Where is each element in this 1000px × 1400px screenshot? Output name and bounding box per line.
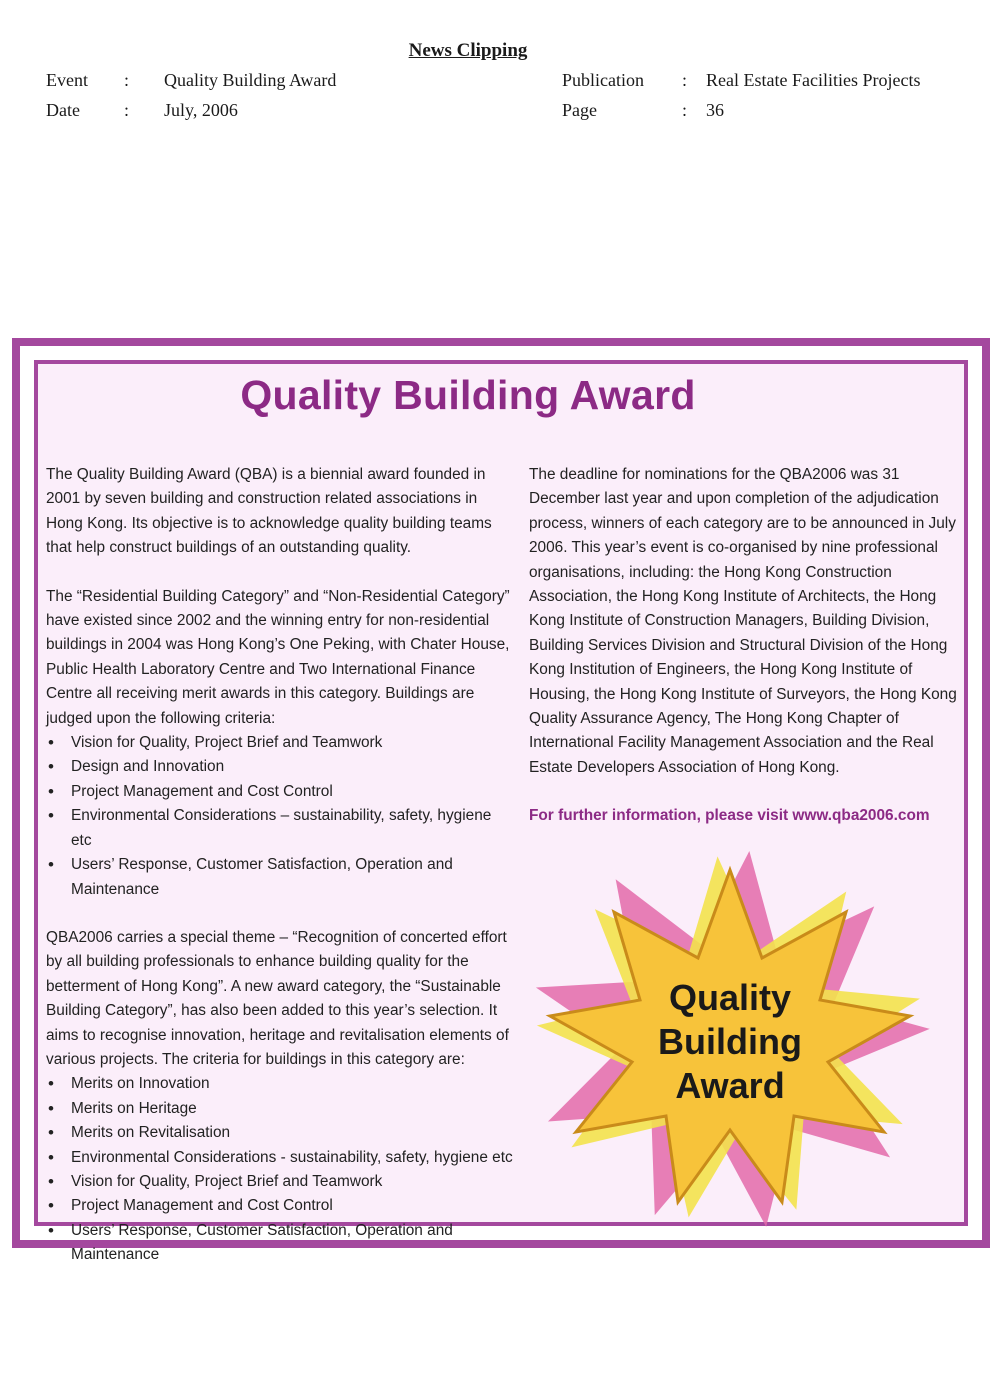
- badge-line-building: Building: [658, 1021, 802, 1062]
- list-item: • Vision for Quality, Project Brief and Teamwork: [46, 1170, 516, 1194]
- separator: :: [124, 70, 130, 90]
- criteria-list: [46, 731, 516, 902]
- list-item: • Merits on Heritage: [46, 1097, 516, 1121]
- more-info-link[interactable]: For further information, please visit www.qba2006.com: [529, 807, 930, 825]
- publication-label: Publication: [562, 70, 644, 90]
- clipping-heading: News Clipping: [408, 40, 528, 61]
- publication-value: Real Estate Facilities Projects: [706, 70, 921, 90]
- award-badge: [530, 840, 930, 1230]
- separator: :: [124, 100, 130, 120]
- list-item: • Merits on Innovation: [46, 1072, 516, 1096]
- list-item: • Merits on Revitalisation: [46, 1121, 516, 1145]
- list-item: • Environmental Considerations - sustainability, safety, hygiene etc: [46, 1146, 516, 1170]
- date-label: Date: [46, 100, 80, 120]
- page-value: 36: [706, 100, 724, 120]
- clipping-meta-right: [562, 70, 982, 130]
- article-left-column: [46, 463, 516, 1268]
- theme-paragraph: QBA2006 carries a special theme – “Recognition of concerted effort by all building professionals to enhance building quality for the betterment of Hong Kong”. A new award category, the “Sustainable Building Category”, has also been added to this year’s selection. It aims to recognise innovation, heritage and revitalisation elements of various projects. The criteria for buildings in this category are:: [46, 928, 509, 1068]
- categories-paragraph: The “Residential Building Category” and “Non-Residential Category” have existed since 2002 and the winning entry for non-residential buildings in 2004 was Hong Kong’s One Peking, with Chater House, Public Health Laboratory Centre and Two International Finance Centre all receiving merit awards in this category. Buildings are judged upon the following criteria:: [46, 587, 510, 727]
- event-label: Event: [46, 70, 88, 90]
- article-right-column: [529, 463, 959, 853]
- date-value: July, 2006: [164, 100, 238, 120]
- list-item: • Project Management and Cost Control: [46, 1194, 516, 1218]
- separator: :: [682, 100, 688, 120]
- deadline-paragraph: The deadline for nominations for the QBA2006 was 31 December last year and upon completion of the adjudication process, winners of each category are to be announced in July 2006. This year’s event is co-organised by nine professional organisations, including: the Hong Kong Construction Association, the Hong Kong Institute of Architects, the Hong Kong Institute of Construction Managers, Building Division, Building Services Division and Structural Division of the Hong Kong Institution of Engineers, the Hong Kong Institute of Housing, the Hong Kong Institute of Surveyors, the Hong Kong Quality Assurance Agency, The Hong Kong Chapter of International Facility Management Association and the Real Estate Developers Association of Hong Kong.: [529, 466, 957, 776]
- clipping-meta-left: [46, 70, 526, 130]
- list-item: • Users’ Response, Customer Satisfaction, Operation and Maintenance: [46, 1219, 516, 1268]
- page-label: Page: [562, 100, 597, 120]
- separator: :: [682, 70, 688, 90]
- list-item: • Project Management and Cost Control: [46, 780, 516, 804]
- list-item: • Environmental Considerations – sustainability, safety, hygiene etc: [46, 804, 516, 853]
- list-item: • Users’ Response, Customer Satisfaction, Operation and Maintenance: [46, 853, 516, 902]
- article-title: Quality Building Award: [240, 372, 696, 418]
- sustainable-criteria-list: [46, 1072, 516, 1267]
- event-value: Quality Building Award: [164, 70, 337, 90]
- list-item: • Vision for Quality, Project Brief and Teamwork: [46, 731, 516, 755]
- list-item: • Design and Innovation: [46, 755, 516, 779]
- badge-line-award: Award: [675, 1065, 785, 1106]
- intro-paragraph: The Quality Building Award (QBA) is a biennial award founded in 2001 by seven building and construction related associations in Hong Kong. Its objective is to acknowledge quality building teams that help construct buildings of an outstanding quality.: [46, 466, 492, 557]
- badge-line-quality: Quality: [668, 977, 792, 1018]
